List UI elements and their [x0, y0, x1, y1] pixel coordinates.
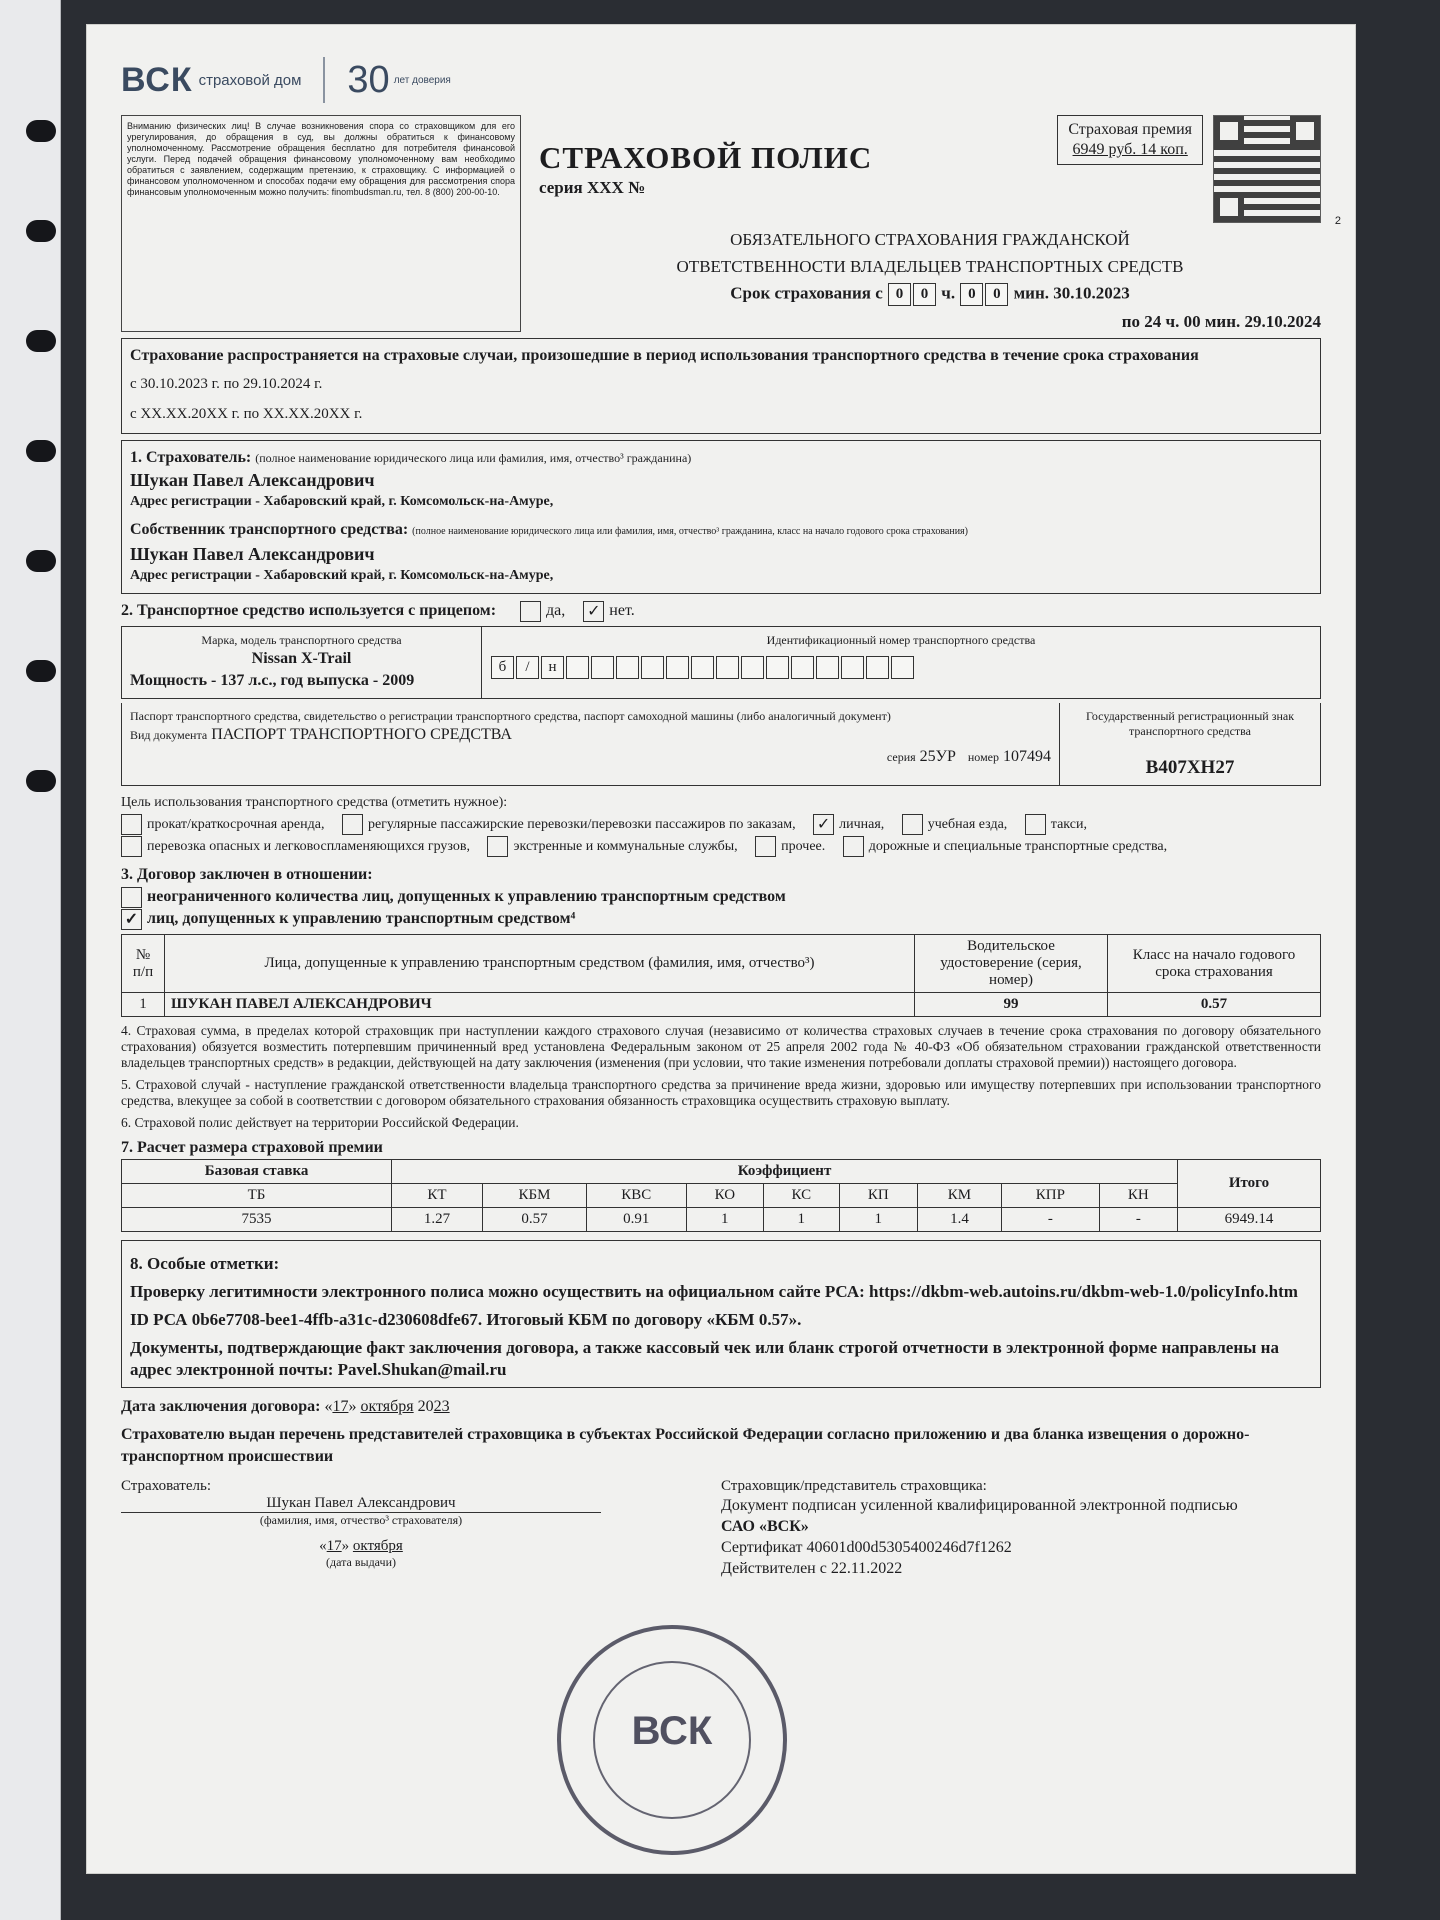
- table-row: [122, 1208, 1321, 1232]
- coverage-text: Страхование распространяется на страховые случаи, произошедшие в период использования транспортного средства в течение срока страхования: [130, 347, 1199, 364]
- insurer-signature: [721, 1478, 1321, 1579]
- doc-series: 25УР: [919, 748, 956, 765]
- coef-кп-value: 1: [839, 1208, 917, 1232]
- purpose-option: личная,: [839, 817, 885, 832]
- coef-кс-header: КС: [764, 1184, 840, 1208]
- ombudsman-notice: Вниманию физических лиц! В случае возникновения спора со страховщиком для его урегулирования, до обращения в суд, вы должны обратиться к финансовому уполномоченному. Рассмотрение обращения бесплатно для потребителя финансовой услуги. Перед подачей обращения финансовому уполномоченному вам необходимо обратиться с заявлением, содержащим претензию, к страховщику. С информацией о финансовом уполномоченном и способах подачи ему обращения для рассмотрения спора финансовым уполномоченным можно получить: finombudsman.ru, тел. 8 (800) 200-00-10.: [121, 115, 521, 332]
- insurance-term: [539, 283, 1321, 306]
- term-hour-digit: 0: [913, 283, 936, 306]
- purpose-regular-transport-checkbox: [342, 814, 363, 835]
- owner-address: Адрес регистрации - Хабаровский край, г. Комсомольск-на-Амуре,: [130, 568, 554, 583]
- driver-license: 99: [915, 993, 1108, 1017]
- vin-digit: [666, 656, 689, 679]
- logo-row: [121, 45, 1321, 115]
- drivers-table: [121, 934, 1321, 1017]
- coef-кс-value: 1: [764, 1208, 840, 1232]
- insured-signature: Страхователь: Шукан Павел Александрович (фамилия, имя, отчество³ страхователя) «17» октября (дата выдачи): [121, 1478, 601, 1579]
- vin-digit: [741, 656, 764, 679]
- issue-hint: (дата выдачи): [326, 1555, 396, 1569]
- term-end-date: 29.10.2024: [1244, 312, 1321, 331]
- paragraph-4: 4. Страховая сумма, в пределах которой страховщик при наступлении каждого страхового случая (независимо от количества страховых случаев в течение срока страхования по договору обязательного страхования) обязуется возместить потерпевшим причиненный вред установлена Федеральным законом от 25 апреля 2002 года № 40-ФЗ «Об обязательном страховании гражданской ответственности владельцев транспортных средств» в редакции, действующей на дату заключения (изменения (при условии, что такие изменения потребовали доплаты страховой премии)) настоящего договора.: [121, 1023, 1321, 1070]
- purpose-option: такси,: [1050, 817, 1087, 832]
- document-title: СТРАХОВОЙ ПОЛИС: [539, 140, 873, 175]
- purpose-personal-checkbox: ✓: [813, 814, 834, 835]
- anniversary-logo: 30: [347, 58, 390, 101]
- insured-label: Страхователь:: [121, 1478, 211, 1494]
- punch-hole: [26, 660, 56, 682]
- listed-drivers-checkbox: ✓: [121, 909, 142, 930]
- issue-day: 17: [326, 1538, 342, 1554]
- punch-hole: [26, 550, 56, 572]
- table-row: [122, 993, 1321, 1017]
- vin-digit: б: [491, 656, 514, 679]
- plate-number: В407ХН27: [1145, 757, 1235, 778]
- doc-label: Паспорт транспортного средства, свидетельство о регистрации транспортного средства, паспорт самоходной машины (либо аналогичный документ): [130, 709, 891, 723]
- purpose-label: Цель использования транспортного средства (отметить нужное):: [121, 795, 508, 810]
- coef-кбм-value: 0.57: [482, 1208, 586, 1232]
- coef-квс-header: КВС: [587, 1184, 687, 1208]
- trailer-yes-checkbox: [520, 601, 541, 622]
- term-start-date: 30.10.2023: [1053, 283, 1130, 303]
- purpose-training-checkbox: [902, 814, 923, 835]
- signature-row: [121, 1478, 1321, 1579]
- punch-hole: [26, 220, 56, 242]
- col-license: Водительское удостоверение (серия, номер): [915, 935, 1108, 993]
- trailer-yes-label: да,: [546, 602, 566, 619]
- vehicle-power: Мощность - 137 л.с., год выпуска - 2009: [130, 672, 415, 689]
- purpose-option: перевозка опасных и легковоспламеняющихся грузов,: [147, 839, 470, 854]
- document-subtitle-line-1: ОБЯЗАТЕЛЬНОГО СТРАХОВАНИЯ ГРАЖДАНСКОЙ: [730, 230, 1130, 249]
- coef-кпр-header: КПР: [1002, 1184, 1100, 1208]
- company-stamp: [557, 1625, 787, 1855]
- trailer-no-checkbox: ✓: [583, 601, 604, 622]
- coverage-period-other: с ХХ.ХХ.20ХХ г. по ХХ.ХХ.20ХХ г.: [130, 406, 363, 422]
- unlimited-drivers-checkbox: [121, 887, 142, 908]
- contract-date-row: Дата заключения договора: «17» октября 2023: [121, 1398, 450, 1415]
- insurer-address: Адрес регистрации - Хабаровский край, г. Комсомольск-на-Амуре,: [130, 494, 554, 509]
- owner-name: Шукан Павел Александрович: [130, 544, 375, 564]
- insurer-signature-label: Страховщик/представитель страховщика:: [721, 1478, 987, 1494]
- document-header: [121, 115, 1321, 332]
- coef-кн-header: КН: [1099, 1184, 1177, 1208]
- paragraph-5: 5. Страховой случай - наступление гражданской ответственности владельца транспортного средства за причинение вреда жизни, здоровью или имуществу потерпевших при использовании транспортного средства, влекущее за собой в соответствии с договором обязательного страхования обязанность страховщика осуществить страховую выплату.: [121, 1077, 1321, 1108]
- coverage-period-1: с 30.10.2023 г. по 29.10.2024 г.: [130, 376, 323, 392]
- total-label: Итого: [1177, 1160, 1320, 1208]
- coef-ко-value: 1: [686, 1208, 763, 1232]
- vin-digit: [641, 656, 664, 679]
- punch-hole: [26, 770, 56, 792]
- coef-кн-value: -: [1099, 1208, 1177, 1232]
- vin-digit: [591, 656, 614, 679]
- qr-code: [1213, 115, 1321, 223]
- logo-divider: [323, 57, 325, 103]
- purpose-option: прокат/краткосрочная аренда,: [147, 817, 325, 832]
- vehicle-vin-cell: [482, 627, 1320, 698]
- term-minutes-label: мин.: [1013, 283, 1050, 303]
- insurer-name: Шукан Павел Александрович: [130, 470, 375, 490]
- plate-cell: [1060, 703, 1320, 785]
- term-minute-digit: 0: [960, 283, 983, 306]
- coef-кп-header: КП: [839, 1184, 917, 1208]
- col-driver-name: Лица, допущенные к управлению транспортным средством (фамилия, имя, отчество³): [165, 935, 915, 993]
- punch-hole: [26, 440, 56, 462]
- policy-series: серия ХХХ №: [539, 178, 646, 197]
- vin-digit: [616, 656, 639, 679]
- coef-км-header: КМ: [917, 1184, 1001, 1208]
- term-hour-digit: 0: [888, 283, 911, 306]
- stamp-logo: ВСК: [631, 1709, 713, 1753]
- coef-кбм-header: КБМ: [482, 1184, 586, 1208]
- coef-тб-value: 7535: [122, 1208, 392, 1232]
- vin-digit: [891, 656, 914, 679]
- trailer-row: [121, 600, 1321, 622]
- special-notes: [121, 1240, 1321, 1388]
- punch-hole: [26, 120, 56, 142]
- vsk-logo: ВСК: [121, 60, 193, 99]
- owner-label: Собственник транспортного средства:: [130, 521, 409, 538]
- vin-digit: [566, 656, 589, 679]
- paragraph-6: 6. Страховой полис действует на территории Российской Федерации.: [121, 1115, 519, 1130]
- term-minute-digit: 0: [985, 283, 1008, 306]
- insurer-heading: 1. Страхователь:: [130, 449, 252, 466]
- premium-label: Страховая премия: [1068, 121, 1192, 138]
- purpose-section: [121, 792, 1321, 858]
- vin-digit: [816, 656, 839, 679]
- coefficient-label: Коэффициент: [392, 1160, 1178, 1184]
- vin-digit: [866, 656, 889, 679]
- purpose-option: прочее.: [781, 839, 826, 854]
- contract-month: октября: [360, 1398, 414, 1415]
- vin-digit: [716, 656, 739, 679]
- term-label: Срок страхования с: [730, 283, 883, 303]
- listed-drivers-label: лиц, допущенных к управлению транспортным средством⁴: [147, 910, 576, 927]
- contract-year-prefix: 20: [417, 1398, 434, 1415]
- unlimited-drivers-label: неограниченного количества лиц, допущенных к управлению транспортным средством: [147, 888, 786, 905]
- vehicle-make: Nissan X-Trail: [251, 650, 352, 667]
- coef-ко-header: КО: [686, 1184, 763, 1208]
- vehicle-doc-block: [121, 703, 1321, 786]
- insurer-hint: (полное наименование юридического лица или фамилия, имя, отчество³ гражданина): [255, 451, 692, 465]
- premium-table: [121, 1159, 1321, 1232]
- drivers-section: [121, 864, 1321, 1017]
- special-heading: 8. Особые отметки:: [130, 1254, 280, 1273]
- purpose-option: учебная езда,: [927, 817, 1008, 832]
- col-number: № п/п: [122, 935, 165, 993]
- punch-hole: [26, 330, 56, 352]
- premium-box: [1057, 115, 1203, 165]
- page-number: 2: [1334, 215, 1341, 227]
- contract-year: 23: [433, 1398, 450, 1415]
- vin-digit: [691, 656, 714, 679]
- doc-type: ПАСПОРТ ТРАНСПОРТНОГО СРЕДСТВА: [211, 726, 512, 743]
- purpose-special-vehicles-checkbox: [843, 836, 864, 857]
- contract-date-label: Дата заключения договора:: [121, 1398, 321, 1415]
- make-label: Марка, модель транспортного средства: [201, 633, 402, 647]
- vehicle-make-cell: [122, 627, 482, 698]
- sheet-protector-edge: [0, 0, 61, 1920]
- premium-table-header: [122, 1184, 1321, 1208]
- insured-hint: (фамилия, имя, отчество³ страхователя): [259, 1513, 463, 1527]
- col-class: Класс на начало годового срока страхования: [1108, 935, 1321, 993]
- special-docs-text: Документы, подтверждающие факт заключения договора, а также кассовый чек или бланк строгой отчетности в электронной форме направлены на адрес электронной почты: Pavel.Shukan@mail.ru: [130, 1338, 1279, 1379]
- vin-digit: н: [541, 656, 564, 679]
- drivers-heading: 3. Договор заключен в отношении:: [121, 866, 373, 883]
- purpose-option: регулярные пассажирские перевозки/перевозки пассажиров по заказам,: [367, 817, 796, 832]
- ecp-signed-text: Документ подписан усиленной квалифицированной электронной подписью: [721, 1497, 1238, 1514]
- coef-тб-header: ТБ: [122, 1184, 392, 1208]
- purpose-emergency-checkbox: [487, 836, 508, 857]
- insurance-term-end: [539, 312, 1321, 332]
- insurer-section: [121, 440, 1321, 594]
- owner-hint: (полное наименование юридического лица или фамилия, имя, отчество³ гражданина, класс на начало годового срока страхования): [412, 526, 968, 537]
- purpose-option: экстренные и коммунальные службы,: [513, 839, 738, 854]
- purpose-taxi-checkbox: [1025, 814, 1046, 835]
- representatives-text: Страхователю выдан перечень представителей страховщика в субъектах Российской Федерации согласно приложению и два бланка извещения о дорожно-транспортном происшествии: [121, 1426, 1250, 1465]
- vehicle-block: [121, 626, 1321, 699]
- ecp-valid: Действителен с 22.11.2022: [721, 1560, 903, 1577]
- coef-кт-header: КТ: [392, 1184, 483, 1208]
- doc-series-label: серия: [886, 750, 916, 764]
- term-hours-label: ч.: [941, 283, 956, 303]
- coverage-section: [121, 338, 1321, 434]
- coef-кт-value: 1.27: [392, 1208, 483, 1232]
- premium-value: 6949 руб. 14 коп.: [1072, 141, 1188, 158]
- policy-document: [86, 24, 1356, 1874]
- purpose-option: дорожные и специальные транспортные средства,: [868, 839, 1168, 854]
- coef-км-value: 1.4: [917, 1208, 1001, 1232]
- doc-type-label: Вид документа: [130, 728, 208, 742]
- ecp-certificate: Сертификат 40601d00d5305400246d7f1262: [721, 1539, 1012, 1556]
- contract-day: 17: [332, 1398, 349, 1415]
- insurer-company: САО «ВСК»: [721, 1518, 809, 1535]
- vehicle-doc-cell: [122, 703, 1060, 785]
- special-id-text: ID РСА 0b6e7708-bee1-4ffb-a31c-d230608dfe67. Итоговый КБМ по договору «КБМ 0.57».: [130, 1310, 802, 1329]
- trailer-label: 2. Транспортное средство используется с прицепом:: [121, 602, 497, 619]
- vin-digit: [791, 656, 814, 679]
- driver-class: 0.57: [1108, 993, 1321, 1017]
- issue-month: октября: [352, 1538, 403, 1554]
- vin-digit: /: [516, 656, 539, 679]
- trailer-no-label: нет.: [609, 602, 635, 619]
- base-rate-label: Базовая ставка: [122, 1160, 392, 1184]
- purpose-rental-checkbox: [121, 814, 142, 835]
- driver-name: ШУКАН ПАВЕЛ АЛЕКСАНДРОВИЧ: [165, 993, 915, 1017]
- vin-cells: [490, 656, 1312, 679]
- vin-digit: [766, 656, 789, 679]
- purpose-dangerous-goods-checkbox: [121, 836, 142, 857]
- vin-digit: [841, 656, 864, 679]
- doc-number: 107494: [1003, 748, 1051, 765]
- premium-calculation: [121, 1137, 1321, 1232]
- document-subtitle-line-2: ОТВЕТСТВЕННОСТИ ВЛАДЕЛЬЦЕВ ТРАНСПОРТНЫХ СРЕДСТВ: [676, 257, 1184, 276]
- doc-number-label: номер: [967, 750, 999, 764]
- special-check-text: Проверку легитимности электронного полиса можно осуществить на официальном сайте РСА: https://dkbm-web.autoins.ru/dkbm-web-1.0/policyInfo.htm: [130, 1282, 1298, 1301]
- anniversary-logo-subtitle: лет доверия: [393, 74, 451, 86]
- insured-name: Шукан Павел Александрович: [121, 1495, 601, 1513]
- vin-label: Идентификационный номер транспортного средства: [766, 633, 1036, 647]
- coef-квс-value: 0.91: [587, 1208, 687, 1232]
- plate-label: Государственный регистрационный знак транспортного средства: [1085, 709, 1295, 738]
- vsk-logo-subtitle: страховой дом: [198, 71, 302, 89]
- premium-total: 6949.14: [1177, 1208, 1320, 1232]
- premium-calc-heading: 7. Расчет размера страховой премии: [121, 1139, 383, 1156]
- term-end-label: по 24 ч. 00 мин.: [1121, 312, 1241, 331]
- driver-number: 1: [122, 993, 165, 1017]
- title-block: [539, 115, 1321, 332]
- purpose-other-checkbox: [755, 836, 776, 857]
- coef-кпр-value: -: [1002, 1208, 1100, 1232]
